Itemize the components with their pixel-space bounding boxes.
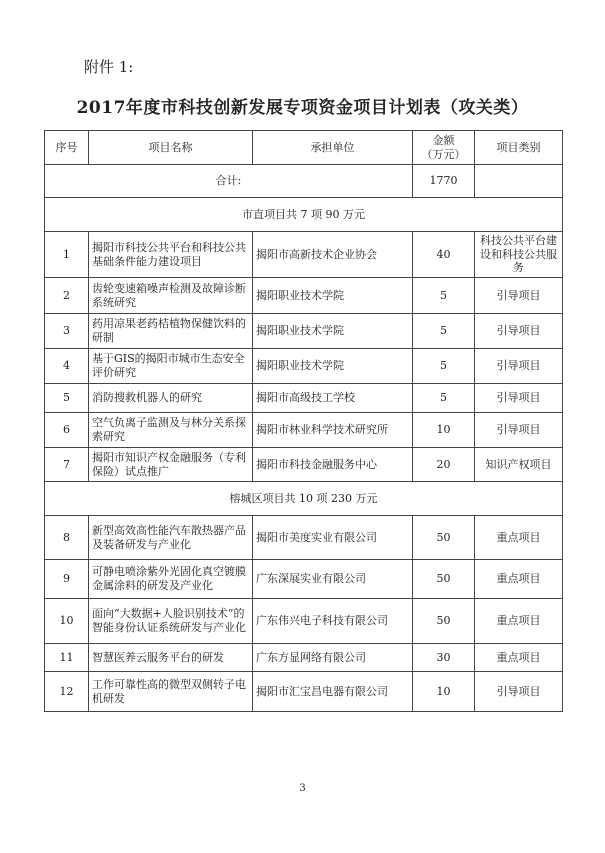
project-table [44,130,563,712]
cell-no: 1 [45,232,89,278]
cell-category: 引导项目 [475,314,563,349]
cell-name: 基于GIS的揭阳市城市生态安全评价研究 [89,349,253,384]
cell-unit: 揭阳市科技金融服务中心 [253,448,413,482]
cell-amount: 50 [413,516,475,560]
header-no: 序号 [45,131,89,165]
cell-amount: 5 [413,384,475,413]
total-value: 1770 [413,165,475,198]
cell-amount: 10 [413,672,475,712]
table-row [45,314,563,349]
total-category-cell [475,165,563,198]
cell-name: 揭阳市科技公共平台和科技公共基础条件能力建设项目 [89,232,253,278]
cell-category: 引导项目 [475,278,563,314]
section-heading: 榕城区项目共 10 项 230 万元 [45,482,563,516]
cell-category: 引导项目 [475,384,563,413]
cell-unit: 揭阳职业技术学院 [253,314,413,349]
cell-unit: 揭阳职业技术学院 [253,349,413,384]
cell-name: 可静电喷涂紫外光固化真空镀膜金属涂料的研发及产业化 [89,560,253,599]
cell-name: 新型高效高性能汽车散热器产品及装备研发与产业化 [89,516,253,560]
attachment-label: 附件 1: [84,58,134,76]
table-body [45,165,563,712]
cell-amount: 20 [413,448,475,482]
cell-unit: 揭阳市林业科学技术研究所 [253,413,413,448]
cell-name: 消防搜救机器人的研究 [89,384,253,413]
cell-name: 齿轮变速箱噪声检测及故障诊断系统研究 [89,278,253,314]
cell-no: 6 [45,413,89,448]
page-number: 3 [299,783,306,794]
cell-name: 药用凉果老药桔植物保健饮料的研制 [89,314,253,349]
cell-name: 空气负离子监测及与林分关系探索研究 [89,413,253,448]
cell-amount: 5 [413,278,475,314]
cell-name: 揭阳市知识产权金融服务（专利保险）试点推广 [89,448,253,482]
section-heading-row [45,198,563,232]
cell-name: 智慧医养云服务平台的研发 [89,644,253,672]
cell-no: 12 [45,672,89,712]
cell-unit: 揭阳市美度实业有限公司 [253,516,413,560]
cell-amount: 30 [413,644,475,672]
header-name: 项目名称 [89,131,253,165]
cell-category: 重点项目 [475,644,563,672]
table-header-row [45,131,563,165]
table-row [45,232,563,278]
cell-amount: 5 [413,314,475,349]
section-heading-row [45,482,563,516]
cell-category: 重点项目 [475,516,563,560]
cell-unit: 揭阳市高新技术企业协会 [253,232,413,278]
cell-unit: 广东方显网络有限公司 [253,644,413,672]
cell-no: 2 [45,278,89,314]
cell-unit: 广东深展实业有限公司 [253,560,413,599]
cell-category: 引导项目 [475,349,563,384]
cell-category: 引导项目 [475,413,563,448]
cell-no: 9 [45,560,89,599]
cell-category: 重点项目 [475,599,563,644]
table-row [45,448,563,482]
header-amount-line2: （万元） [421,147,466,161]
table-row [45,672,563,712]
total-row [45,165,563,198]
header-amount-line1: 金额 [432,133,455,147]
cell-unit: 揭阳职业技术学院 [253,278,413,314]
cell-amount: 50 [413,560,475,599]
cell-category: 科技公共平台建设和科技公共服务 [475,232,563,278]
cell-no: 5 [45,384,89,413]
cell-no: 8 [45,516,89,560]
cell-unit: 广东伟兴电子科技有限公司 [253,599,413,644]
cell-amount: 5 [413,349,475,384]
cell-no: 3 [45,314,89,349]
total-label: 合计: [45,165,413,198]
section-heading: 市直项目共 7 项 90 万元 [45,198,563,232]
cell-amount: 50 [413,599,475,644]
cell-no: 10 [45,599,89,644]
header-amount [413,131,475,165]
cell-no: 11 [45,644,89,672]
cell-category: 重点项目 [475,560,563,599]
table-row [45,349,563,384]
cell-unit: 揭阳市高级技工学校 [253,384,413,413]
table-row [45,413,563,448]
cell-amount: 10 [413,413,475,448]
table-row [45,560,563,599]
cell-amount: 40 [413,232,475,278]
cell-no: 4 [45,349,89,384]
cell-unit: 揭阳市汇宝昌电器有限公司 [253,672,413,712]
header-unit: 承担单位 [253,131,413,165]
table-row [45,599,563,644]
cell-name: 面向“大数据+人脸识别技术”的智能身份认证系统研发与产业化 [89,599,253,644]
table-row [45,384,563,413]
table-row [45,644,563,672]
cell-no: 7 [45,448,89,482]
header-category: 项目类别 [475,131,563,165]
cell-category: 知识产权项目 [475,448,563,482]
table-row [45,516,563,560]
cell-name: 工作可靠性高的微型双侧转子电机研发 [89,672,253,712]
document-title: 2017年度市科技创新发展专项资金项目计划表（攻关类） [76,98,529,118]
cell-category: 引导项目 [475,672,563,712]
table-row [45,278,563,314]
